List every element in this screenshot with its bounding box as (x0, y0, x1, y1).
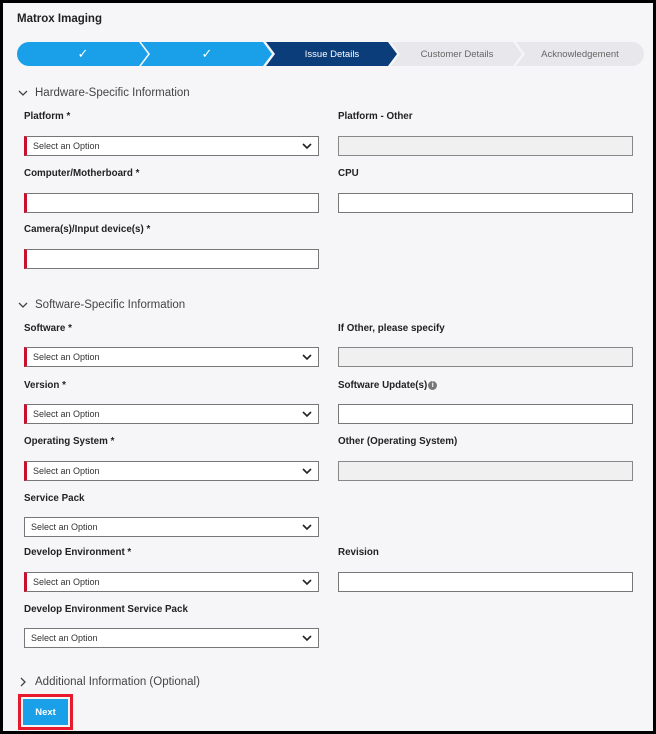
progress-steps (17, 42, 644, 66)
step-acknowledgement-label: Acknowledgement (541, 48, 619, 60)
platform-other-input[interactable] (338, 136, 633, 156)
chevron-down-icon (302, 578, 312, 586)
additional-section-toggle[interactable] (17, 676, 200, 688)
dev-env-select[interactable] (24, 572, 319, 592)
camera-input[interactable] (24, 249, 319, 269)
software-select-value: Select an Option (33, 352, 100, 362)
next-button[interactable]: Next (23, 699, 68, 725)
software-label: Software * (24, 323, 72, 334)
computer-label: Computer/Motherboard * (24, 168, 140, 179)
app-title: Matrox Imaging (17, 13, 102, 25)
chevron-down-icon (17, 299, 29, 311)
other-specify-label: If Other, please specify (338, 323, 445, 334)
software-section-title: Software-Specific Information (35, 299, 186, 311)
platform-select-value: Select an Option (33, 141, 100, 151)
computer-input[interactable] (24, 193, 319, 213)
software-section-toggle[interactable] (17, 299, 185, 311)
os-select-value: Select an Option (33, 466, 100, 476)
info-icon[interactable]: i (428, 381, 437, 390)
step-issue-details-label: Issue Details (304, 48, 360, 60)
chevron-down-icon (302, 467, 312, 475)
service-pack-label: Service Pack (24, 493, 85, 504)
os-other-input[interactable] (338, 461, 633, 481)
platform-label: Platform * (24, 111, 71, 122)
chevron-right-icon (17, 676, 29, 688)
software-updates-label (338, 380, 437, 391)
version-select-value: Select an Option (33, 409, 100, 419)
service-pack-select[interactable] (24, 517, 319, 537)
dev-env-sp-select-value: Select an Option (31, 633, 98, 643)
check-icon: ✓ (77, 46, 89, 61)
step-customer-details[interactable] (391, 42, 523, 66)
chevron-down-icon (17, 87, 29, 99)
other-specify-input[interactable] (338, 347, 633, 367)
revision-input[interactable] (338, 572, 633, 592)
chevron-down-icon (302, 142, 312, 150)
os-label: Operating System * (24, 436, 115, 447)
step-1[interactable] (17, 42, 149, 66)
step-issue-details[interactable] (266, 42, 398, 66)
dev-env-sp-label: Develop Environment Service Pack (24, 604, 188, 615)
dev-env-label: Develop Environment * (24, 547, 132, 558)
check-icon: ✓ (201, 46, 213, 61)
hardware-section-toggle[interactable] (17, 87, 190, 99)
software-updates-label-text: Software Update(s) (338, 380, 428, 391)
software-select[interactable] (24, 347, 319, 367)
dev-env-sp-select[interactable] (24, 628, 319, 648)
step-acknowledgement[interactable] (516, 42, 644, 66)
platform-other-label: Platform - Other (338, 111, 413, 122)
software-updates-input[interactable] (338, 404, 633, 424)
version-label: Version * (24, 380, 66, 391)
step-customer-details-label: Customer Details (420, 48, 494, 60)
os-select[interactable] (24, 461, 319, 481)
service-pack-select-value: Select an Option (31, 522, 98, 532)
chevron-down-icon (302, 523, 312, 531)
next-button-highlight (18, 694, 73, 730)
os-other-label: Other (Operating System) (338, 436, 458, 447)
platform-select[interactable] (24, 136, 319, 156)
version-select[interactable] (24, 404, 319, 424)
cpu-input[interactable] (338, 193, 633, 213)
hardware-section-title: Hardware-Specific Information (35, 87, 190, 99)
cpu-label: CPU (338, 168, 359, 179)
revision-label: Revision (338, 547, 379, 558)
chevron-down-icon (302, 410, 312, 418)
step-2[interactable] (141, 42, 273, 66)
camera-label: Camera(s)/Input device(s) * (24, 224, 151, 235)
additional-section-title: Additional Information (Optional) (35, 676, 200, 688)
chevron-down-icon (302, 353, 312, 361)
dev-env-select-value: Select an Option (33, 577, 100, 587)
chevron-down-icon (302, 634, 312, 642)
